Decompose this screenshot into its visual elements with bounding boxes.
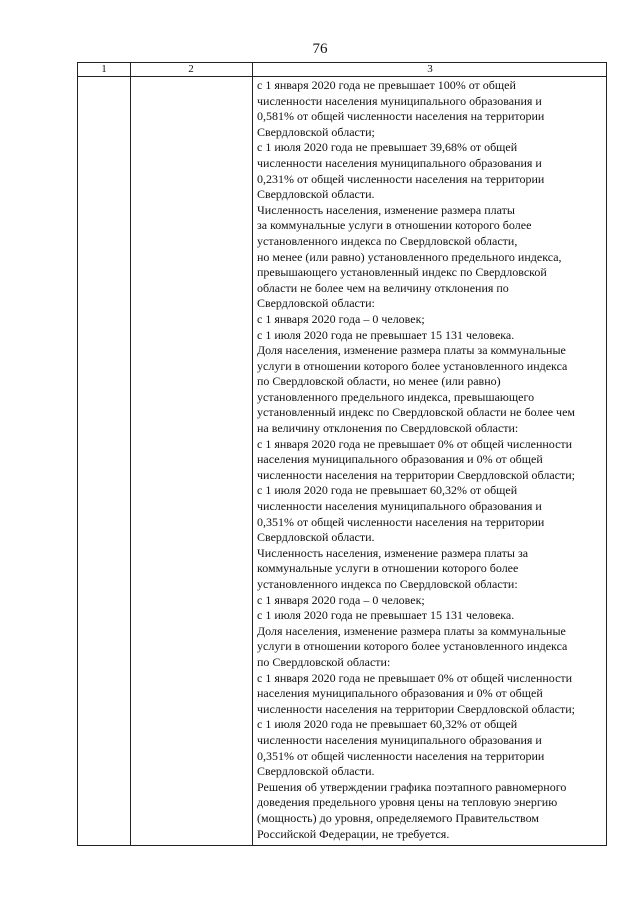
column-header-2: 2 [188, 63, 194, 75]
text-line: коммунальные услуги в отношении которого более [257, 561, 519, 576]
text-line: превышающего установленный индекс по Свердловской [257, 265, 547, 280]
text-line: 0,351% от общей численности населения на территории [257, 514, 545, 529]
text-line: установленного индекса по Свердловской области, [257, 233, 518, 248]
text-line: доведения предельного уровня цены на тепловую энергию [257, 795, 558, 810]
text-line: численности населения муниципального образования и [257, 93, 542, 108]
column-divider [130, 63, 131, 845]
text-line: по Свердловской области, но менее (или равно) [257, 374, 501, 389]
text-line: Доля населения, изменение размера платы за коммунальные [257, 623, 566, 638]
text-line: Численность населения, изменение размера платы [257, 202, 515, 217]
text-line: с 1 января 2020 года не превышает 100% от общей [257, 78, 516, 92]
column-3-cell-text [257, 78, 607, 842]
text-line: установленный индекс по Свердловской области не более чем [257, 405, 575, 420]
text-line: с 1 января 2020 года – 0 человек; [257, 311, 425, 326]
text-line: с 1 января 2020 года не превышает 0% от общей численности [257, 436, 573, 451]
text-line: с 1 июля 2020 года не превышает 15 131 человека. [257, 608, 515, 623]
text-line: Свердловской области: [257, 296, 375, 311]
text-line: с 1 января 2020 года не превышает 0% от общей численности [257, 670, 573, 685]
text-line: Свердловской области; [257, 124, 375, 139]
text-line: Российской Федерации, не требуется. [257, 826, 450, 841]
text-line: Свердловской области. [257, 530, 375, 545]
text-line: 0,351% от общей численности населения на территории [257, 748, 545, 763]
text-line: населения муниципального образования и 0% от общей [257, 686, 543, 701]
text-line: численности населения муниципального образования и [257, 155, 542, 170]
text-line: области не более чем на величину отклонения по [257, 280, 509, 295]
text-line: по Свердловской области: [257, 654, 391, 669]
text-line: населения муниципального образования и 0% от общей [257, 452, 543, 467]
text-line: Доля населения, изменение размера платы за коммунальные [257, 343, 566, 358]
text-line: численности населения на территории Свердловской области; [257, 701, 575, 716]
text-line: с 1 июля 2020 года не превышает 15 131 человека. [257, 327, 515, 342]
text-line: 0,231% от общей численности населения на территории [257, 171, 545, 186]
text-line: установленного предельного индекса, превышающего [257, 389, 535, 404]
table-header-row [78, 63, 606, 77]
text-line: с 1 июля 2020 года не превышает 60,32% от общей [257, 717, 518, 732]
text-line: 0,581% от общей численности населения на территории [257, 109, 545, 124]
text-line: численности населения на территории Свердловской области; [257, 467, 575, 482]
text-line: установленного индекса по Свердловской области: [257, 577, 518, 591]
text-line: численности населения муниципального образования и [257, 732, 542, 747]
text-line: услуги в отношении которого более установленного индекса [257, 639, 568, 654]
text-line: Свердловской области. [257, 764, 375, 779]
text-line: Численность населения, изменение размера платы за [257, 545, 529, 560]
text-line: услуги в отношении которого более установленного индекса [257, 358, 568, 373]
column-header-3: 3 [427, 63, 433, 75]
text-line: численности населения муниципального образования и [257, 499, 542, 514]
text-line: но менее (или равно) установленного предельного индекса, [257, 249, 562, 264]
text-line: Свердловской области. [257, 187, 375, 202]
text-line: Решения об утверждении графика поэтапного равномерного [257, 779, 567, 794]
column-header-1: 1 [101, 63, 107, 75]
text-line: за коммунальные услуги в отношении которого более [257, 218, 532, 233]
text-line: с 1 января 2020 года – 0 человек; [257, 592, 425, 607]
document-table [77, 62, 607, 846]
text-line: с 1 июля 2020 года не превышает 39,68% от общей [257, 140, 518, 155]
text-line: с 1 июля 2020 года не превышает 60,32% от общей [257, 483, 518, 498]
text-line: на величину отклонения по Свердловской области: [257, 421, 519, 436]
page-number: 76 [312, 41, 328, 57]
column-divider [252, 63, 253, 845]
text-line: (мощность) до уровня, определяемого Правительством [257, 810, 540, 825]
